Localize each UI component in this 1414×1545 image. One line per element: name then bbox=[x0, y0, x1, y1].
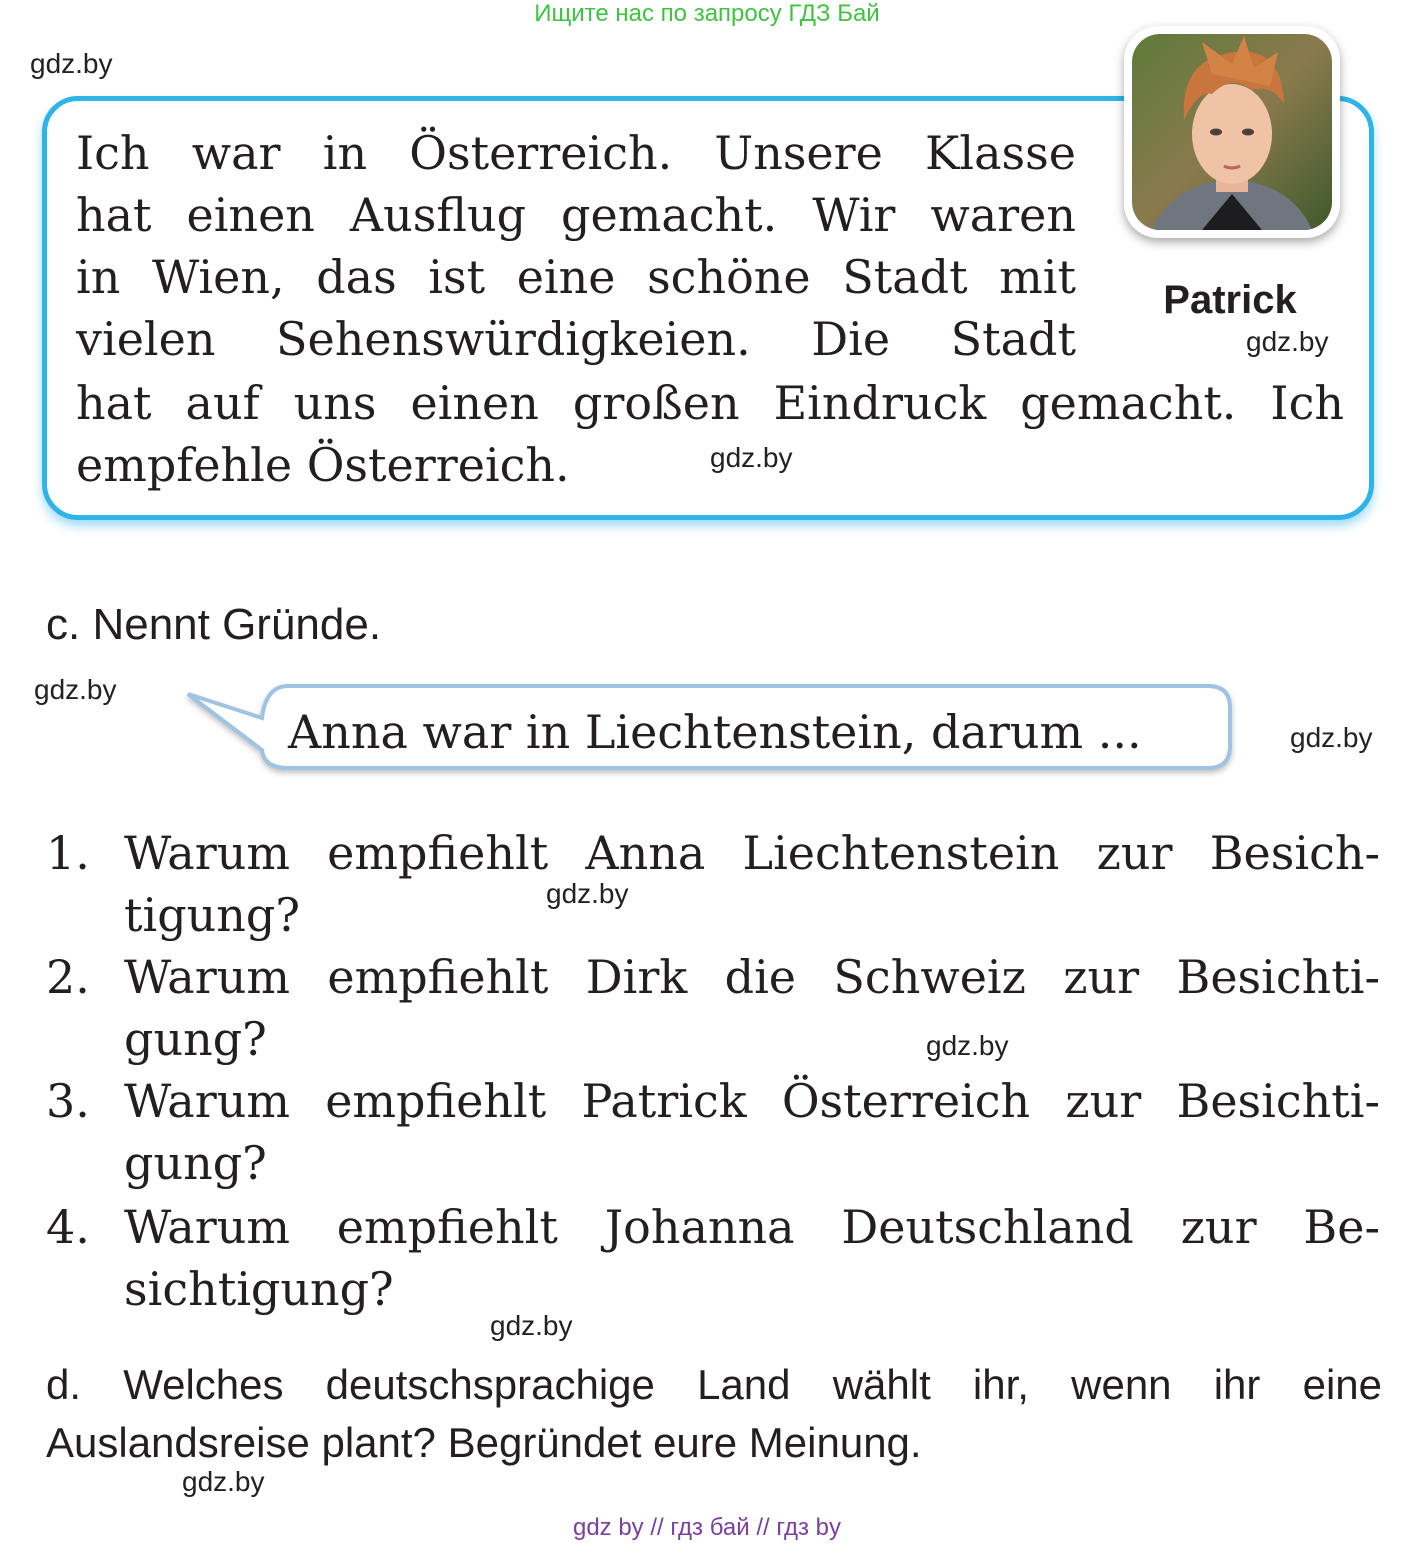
watermark: gdz.by bbox=[710, 442, 793, 473]
person-name: Patrick bbox=[1163, 278, 1297, 322]
question-number: 2. bbox=[46, 950, 90, 1004]
section-d-heading: d. Welches deutschsprachige Land wählt ihr, wenn ihr eine bbox=[46, 1361, 1382, 1408]
watermark: gdz.by bbox=[30, 48, 113, 79]
footer: gdz by // гдз бай // гдз by bbox=[572, 1514, 842, 1541]
question-line: tigung? bbox=[124, 888, 301, 942]
watermark: gdz.by bbox=[182, 1466, 265, 1497]
top-banner: Ищите нас по запросу ГДЗ Бай bbox=[534, 0, 880, 27]
watermark: gdz.by bbox=[490, 1310, 573, 1341]
story-line: Ich war in Österreich. Unsere Klasse bbox=[76, 126, 1076, 180]
watermark: gdz.by bbox=[1246, 326, 1329, 357]
question-line: Warum empfiehlt Johanna Deutschland zur Be- bbox=[124, 1200, 1380, 1254]
section-d-heading: Auslandsreise plant? Begründet eure Meinung. bbox=[46, 1419, 922, 1466]
story-line: in Wien, das ist eine schöne Stadt mit bbox=[76, 250, 1076, 304]
story-line: vielen Sehenswürdigkeien. Die Stadt bbox=[76, 312, 1076, 366]
question-line: Warum empfiehlt Patrick Österreich zur Besichti- bbox=[124, 1074, 1380, 1128]
question-line: sichtigung? bbox=[124, 1262, 394, 1316]
speech-bubble-text: Anna war in Liechtenstein, darum ... bbox=[288, 705, 1142, 759]
question-number: 3. bbox=[46, 1074, 90, 1128]
watermark: gdz.by bbox=[1290, 722, 1373, 753]
section-c-heading: c. Nennt Gründe. bbox=[46, 600, 382, 649]
story-line: hat auf uns einen großen Eindruck gemacht. Ich bbox=[76, 376, 1344, 430]
question-line: gung? bbox=[124, 1012, 267, 1066]
question-line: gung? bbox=[124, 1136, 267, 1190]
question-line: Warum empfiehlt Anna Liechtenstein zur Besich- bbox=[124, 826, 1380, 880]
story-line: empfehle Österreich. bbox=[76, 438, 570, 492]
boy-portrait-icon bbox=[1132, 34, 1332, 230]
story-line: hat einen Ausflug gemacht. Wir waren bbox=[76, 188, 1076, 242]
watermark: gdz.by bbox=[546, 878, 629, 909]
portrait-photo bbox=[1124, 26, 1340, 238]
question-line: Warum empfiehlt Dirk die Schweiz zur Besichti- bbox=[124, 950, 1380, 1004]
question-number: 4. bbox=[46, 1200, 90, 1254]
watermark: gdz.by bbox=[34, 674, 117, 705]
question-number: 1. bbox=[46, 826, 90, 880]
watermark: gdz.by bbox=[926, 1030, 1009, 1061]
